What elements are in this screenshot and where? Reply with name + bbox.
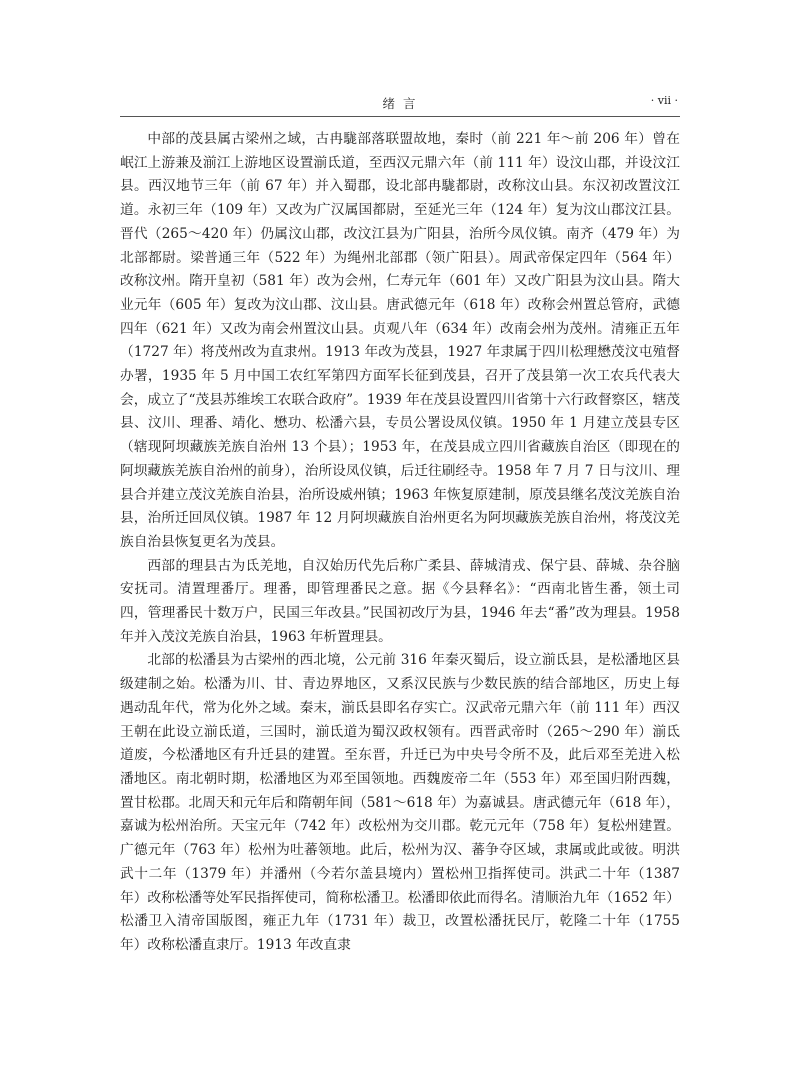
header-title: 绪 言: [382, 96, 418, 111]
paragraph-lixian: 西部的理县古为氐羌地，自汉始历代先后称广柔县、薛城清戎、保宁县、薛城、杂谷脑安抚司。清置理番厅。理番，即管理番民之意。据《今县释名》：“西南北皆生番，领土司四，管理番民十数万户，民国三年改县。”民国初改厅为县，1946 年去“番”改为理县。1958 年并入茂汶羌族自治县，1963 年析置理县。: [120, 557, 680, 645]
running-header: [120, 94, 680, 116]
body-text: [120, 128, 680, 958]
page-number: · vii ·: [650, 94, 678, 107]
paragraph-maoxian: 中部的茂县属古梁州之域，古冉駹部落联盟故地，秦时（前 221 年～前 206 年）曾在岷江上游兼及湔江上游地区设置湔氐道，至西汉元鼎六年（前 111 年）设汶山郡，并设汶江县。西汉地节三年（前 67 年）并入蜀郡，设北部冉駹都尉，改称汶山县。东汉初改置汶江道。永初三年（109 年）又改为广汉属国都尉，至延光三年（124 年）复为汶山郡汶江县。晋代（265～420 年）仍属汶山郡，改汶江县为广阳县，治所今凤仪镇。南齐（479 年）为北部都尉。梁普通三年（522 年）为绳州北部郡（领广阳县）。周武帝保定四年（564 年）改称汶州。隋开皇初（581 年）改为会州，仁寿元年（601 年）又改广阳县为汶山县。隋大业元年（605 年）复改为汶山郡、汶山县。唐武德元年（618 年）改称会州置总管府，武德四年（621 年）又改为南会州置汶山县。贞观八年（634 年）改南会州为茂州。清雍正五年（1727 年）将茂州改为直隶州。1913 年改为茂县，1927 年隶属于四川松理懋茂汶屯殖督办署，1935 年 5 月中国工农红军第四方面军长征到茂县，召开了茂县第一次工农兵代表大会，成立了“茂县苏维埃工农联合政府”。1939 年在茂县设置四川省第十六行政督察区，辖茂县、汶川、理番、靖化、懋功、松潘六县，专员公署设凤仪镇。1950 年 1 月建立茂县专区（辖现阿坝藏族羌族自治州 13 个县）；1953 年，在茂县成立四川省藏族自治区（即现在的阿坝藏族羌族自治州的前身），治所设凤仪镇，后迁往刷经寺。1958 年 7 月 7 日与汶川、理县合并建立茂汶羌族自治县，治所设威州镇；1963 年恢复原建制，原茂县继名茂汶羌族自治县，治所迁回凤仪镇。1987 年 12 月阿坝藏族自治州更名为阿坝藏族羌族自治州，将茂汶羌族自治县恢复更名为茂县。: [120, 131, 680, 550]
header-rule: [120, 116, 680, 117]
paragraph-songpan: 北部的松潘县为古梁州的西北境，公元前 316 年秦灭蜀后，设立湔氐县，是松潘地区县级建制之始。松潘为川、甘、青边界地区，又系汉民族与少数民族的结合部地区，历史上每遇动乱年代，常为化外之域。秦末，湔氐县即名存实亡。汉武帝元鼎六年（前 111 年）西汉王朝在此设立湔氐道，三国时，湔氐道为蜀汉政权领有。西晋武帝时（265～290 年）湔氐道废，今松潘地区有升迁县的建置。至东晋，升迁已为中央号令所不及，此后邓至羌进入松潘地区。南北朝时期，松潘地区为邓至国领地。西魏废帝二年（553 年）邓至国归附西魏，置甘松郡。北周天和元年后和隋朝年间（581～618 年）为嘉诚县。唐武德元年（618 年），嘉诚为松州治所。天宝元年（742 年）改松州为交川郡。乾元元年（758 年）复松州建置。广德元年（763 年）松州为吐蕃领地。此后，松州为汉、蕃争夺区域，隶属或此或彼。明洪武十二年（1379 年）并潘州（今若尔盖县境内）置松州卫指挥使司。洪武二十年（1387 年）改称松潘等处军民指挥使司，简称松潘卫。松潘即依此而得名。清顺治九年（1652 年）松潘卫入清帝国版图，雍正九年（1731 年）裁卫，改置松潘抚民厅，乾隆二十年（1755 年）改称松潘直隶厅。1913 年改直隶: [120, 652, 680, 953]
